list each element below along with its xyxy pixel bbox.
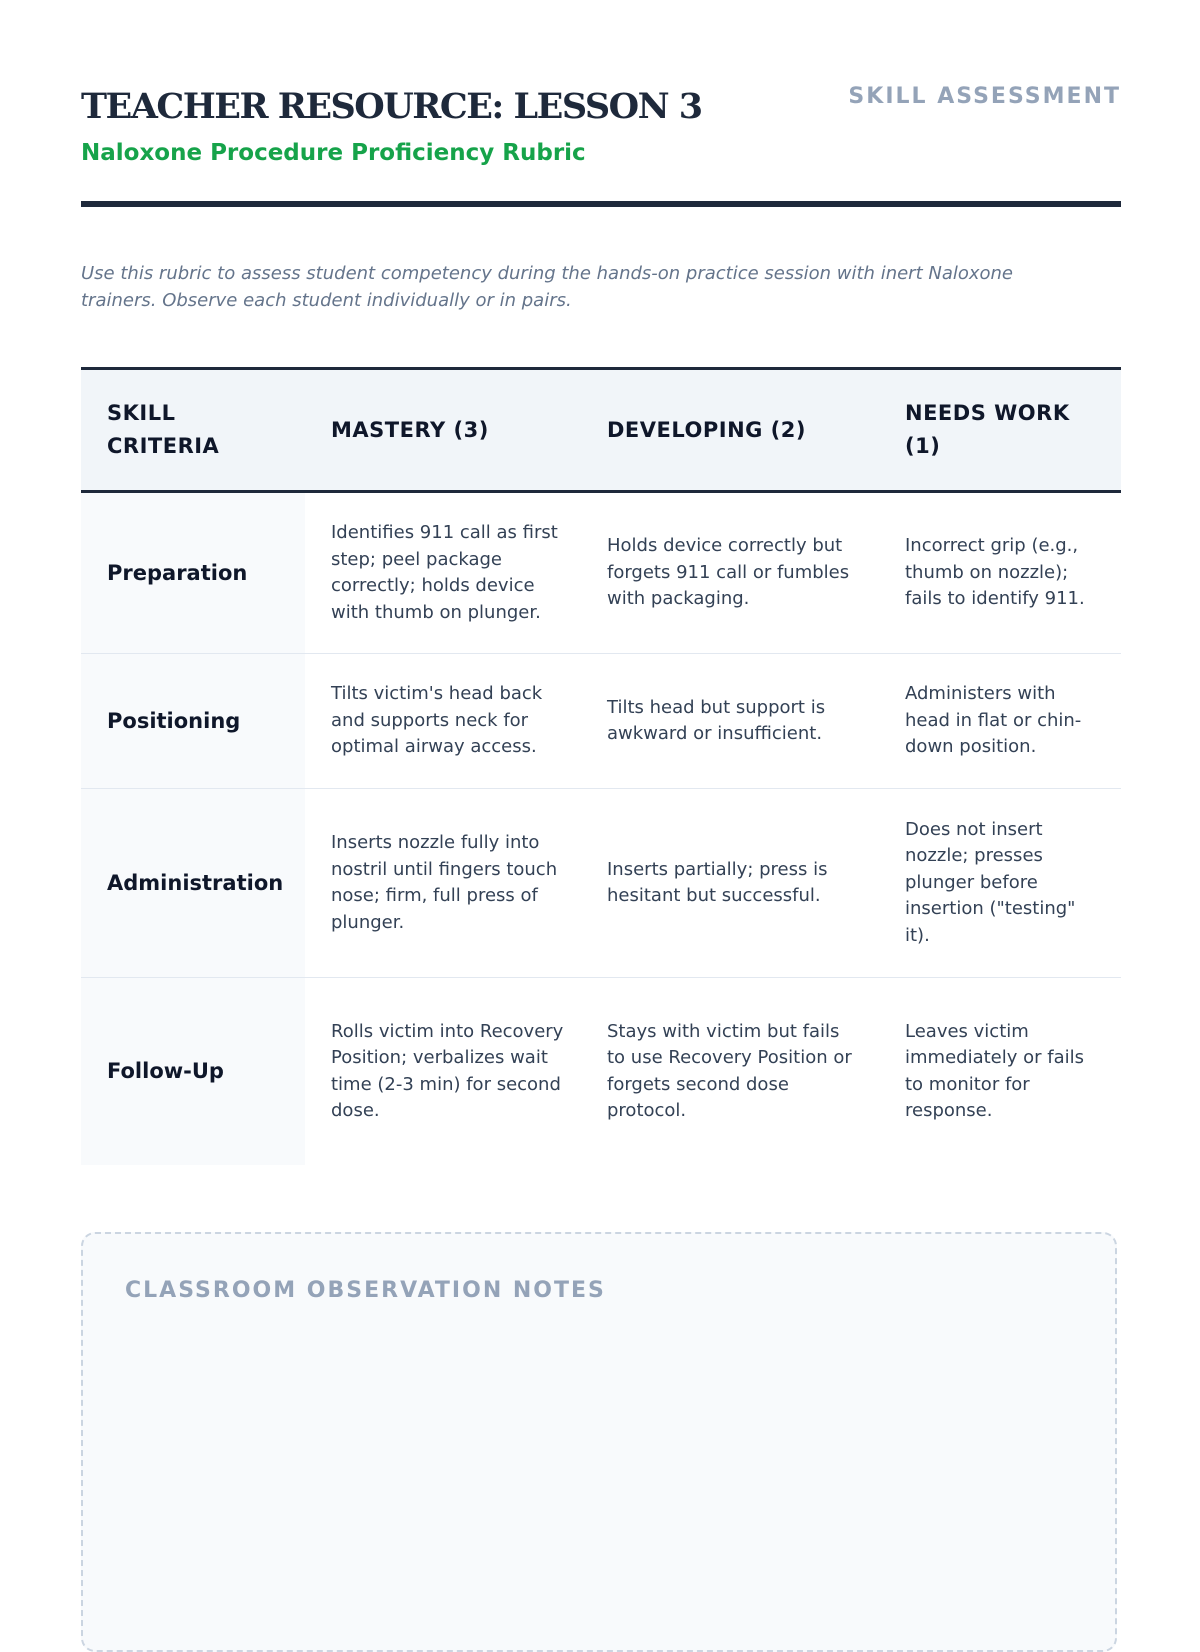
header-developing: DEVELOPING (2) (581, 369, 879, 492)
needs-work-cell: Administers with head in flat or chin-down position. (879, 654, 1121, 789)
rubric-table (81, 367, 1121, 1165)
table-row (81, 492, 1121, 654)
mastery-cell: Rolls victim into Recovery Position; verbalizes wait time (2-3 min) for second dose. (331, 1020, 564, 1121)
table-row (81, 978, 1121, 1166)
mastery-cell: Inserts nozzle fully into nostril until fingers touch nose; firm, full press of plunger. (305, 789, 581, 978)
table-row (81, 654, 1121, 789)
header-needs-work: NEEDS WORK (1) (879, 369, 1121, 492)
developing-cell: Holds device correctly but forgets 911 call or fumbles with packaging. (581, 492, 879, 654)
intro-text: Use this rubric to assess student competency during the hands-on practice session with inert Naloxone trainers. Observe each student individually or in pairs. (81, 263, 1014, 311)
rubric-header-row (81, 369, 1121, 492)
page-subtitle: Naloxone Procedure Proficiency Rubric (81, 140, 586, 166)
criteria-cell: Preparation (81, 492, 305, 654)
mastery-cell: Tilts victim's head back and supports neck for optimal airway access. (305, 654, 581, 789)
needs-work-cell: Leaves victim immediately or fails to monitor for response. (905, 1020, 1084, 1121)
observation-notes-box[interactable] (81, 1232, 1117, 1652)
table-row (81, 789, 1121, 978)
criteria-cell: Administration (81, 789, 305, 978)
skill-assessment-tag: SKILL ASSESSMENT (848, 84, 1121, 109)
developing-cell: Tilts head but support is awkward or insufficient. (581, 654, 879, 789)
header-divider (81, 201, 1121, 207)
criteria-cell: Positioning (81, 654, 305, 789)
header-mastery: MASTERY (3) (305, 369, 581, 492)
observation-notes-label: CLASSROOM OBSERVATION NOTES (125, 1278, 606, 1303)
developing-cell: Inserts partially; press is hesitant but successful. (581, 789, 879, 978)
needs-work-cell: Incorrect grip (e.g., thumb on nozzle); fails to identify 911. (879, 492, 1121, 654)
criteria-cell: Follow-Up (81, 978, 305, 1166)
developing-cell: Stays with victim but fails to use Recovery Position or forgets second dose protocol. (607, 1020, 852, 1121)
page-title: TEACHER RESOURCE: LESSON 3 (81, 86, 702, 127)
needs-work-cell: Does not insert nozzle; presses plunger before insertion ("testing" it). (879, 789, 1121, 978)
mastery-cell: Identifies 911 call as first step; peel package correctly; holds device with thumb on plunger. (305, 492, 581, 654)
header-skill-criteria: SKILL CRITERIA (81, 369, 305, 492)
